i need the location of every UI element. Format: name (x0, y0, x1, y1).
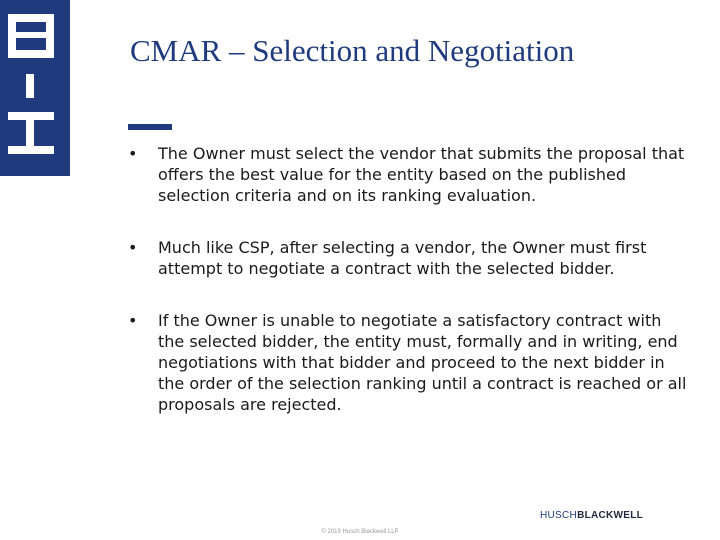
bullet-marker: • (128, 238, 138, 257)
logo-word-husch: HUSCH (540, 510, 578, 521)
copyright-footer: © 2019 Husch Blackwell LLP (321, 529, 399, 535)
bullet-text: If the Owner is unable to negotiate a satisfactory contract with the selected bidder, the entity must, formally and in writing, end negotiations with that bidder and proceed to the next bidder in the order of the selection ranking until a contract is reached or all proposals are rejected. (158, 311, 687, 414)
title-underline (128, 124, 172, 130)
logo-word-blackwell: BLACKWELL (577, 510, 644, 521)
husch-blackwell-logo (540, 510, 643, 521)
bullet-marker: • (128, 144, 138, 163)
bullet-item (128, 237, 688, 279)
bullet-text: Much like CSP, after selecting a vendor, the Owner must first attempt to negotiate a contract with the selected bidder. (158, 238, 647, 278)
brand-side-bar (0, 0, 70, 176)
bullet-text: The Owner must select the vendor that submits the proposal that offers the best value for the entity based on the published selection criteria and on its ranking evaluation. (158, 144, 685, 205)
bullet-marker: • (128, 311, 138, 330)
bullet-list (128, 143, 688, 415)
bullet-item (128, 143, 688, 206)
bullet-item (128, 310, 688, 415)
slide-title: CMAR – Selection and Negotiation (130, 33, 575, 68)
hb-monogram-logo (0, 0, 70, 176)
